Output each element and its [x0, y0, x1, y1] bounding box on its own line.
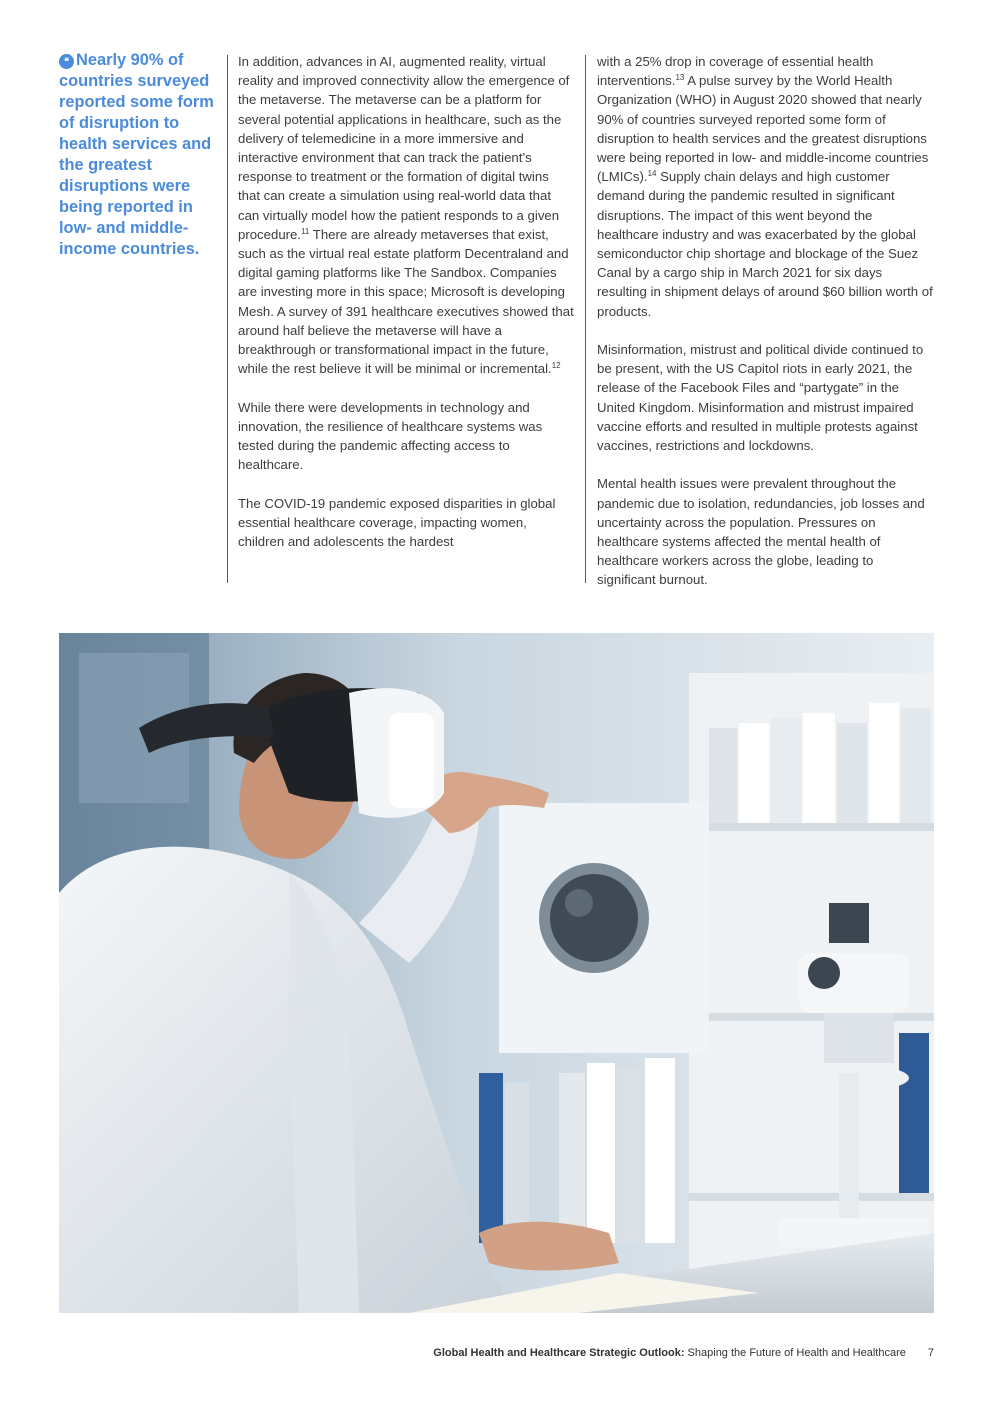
- paragraph: Misinformation, mistrust and political divide continued to be present, with the US Capitol riots in early 2021, the release of the Facebook Files and “partygate” in the United Kingdom. Misinformation and mistrust impaired vaccine efforts and resulted in multiple protests against vaccines, restrictions and lockdowns.: [597, 342, 924, 454]
- column-divider-left: [227, 55, 228, 583]
- footnote-ref: 13: [675, 73, 685, 83]
- lab-vr-photo: [59, 633, 934, 1313]
- quote-icon: ❝: [59, 54, 74, 69]
- footer-title-rest: Shaping the Future of Health and Healthcare: [684, 1347, 906, 1359]
- pull-quote: [59, 50, 219, 260]
- body-column-middle: [238, 52, 574, 551]
- pull-quote-text: Nearly 90% of countries surveyed reported some form of disruption to health services and the greatest disruptions were being reported in low- and middle-income countries.: [59, 51, 214, 258]
- footer-title-bold: Global Health and Healthcare Strategic Outlook:: [433, 1347, 685, 1359]
- paragraph: with a 25% drop in coverage of essential health interventions.$^{13}$ A pulse survey by the World Health Organization (WHO) in August 2020 showed that nearly 90% of countries surveyed reported some form of disruption to health services and the greatest disruptions were being reported in low- and middle-income countries (LMICs).$^{14}$ Supply chain delays and high customer demand during the pandemic resulted in significant disruptions. The impact of this went beyond the healthcare industry and was exacerbated by the global semiconductor chip shortage and blockage of the Suez Canal by a cargo ship in March 2021 for six days resulting in shipment delays of around $60 billion worth of products.: [597, 54, 933, 319]
- paragraph: In addition, advances in AI, augmented reality, virtual reality and improved connectivity allow the emergence of the metaverse. The metaverse can be a platform for several potential applications in healthcare, such as the delivery of telemedicine in a more immersive and interactive environment that can track the patient’s response to treatment or the formation of digital twins that can create a simulation using real-world data that can virtually model how the patient responds to a given procedure.$^{11}$ There are already metaverses that exist, such as the virtual real estate platform Decentraland and digital gaming platforms like The Sandbox. Companies are investing more in this space; Microsoft is developing Mesh. A survey of 391 healthcare executives showed that around half believe the metaverse will have a breakthrough or transformational impact in the future, while the rest believe it will be minimal or incremental.$^{12}$: [238, 54, 574, 377]
- paragraph: While there were developments in technology and innovation, the resilience of healthcare systems was tested during the pandemic affecting access to healthcare.: [238, 399, 543, 473]
- column-divider-right: [585, 55, 586, 583]
- body-column-right: [597, 52, 935, 590]
- footnote-ref: 12: [551, 361, 561, 371]
- page-number: 7: [927, 1347, 934, 1359]
- footnote-ref: 14: [647, 169, 657, 179]
- paragraph: Mental health issues were prevalent throughout the pandemic due to isolation, redundancies, job losses and uncertainty across the population. Pressures on healthcare systems affected the mental health of healthcare workers across the globe, leading to significant burnout.: [597, 476, 925, 588]
- page-footer: [300, 1347, 934, 1359]
- footnote-ref: 11: [301, 226, 310, 236]
- paragraph: The COVID-19 pandemic exposed disparities in global essential healthcare coverage, impacting women, children and adolescents the hardest: [238, 495, 556, 550]
